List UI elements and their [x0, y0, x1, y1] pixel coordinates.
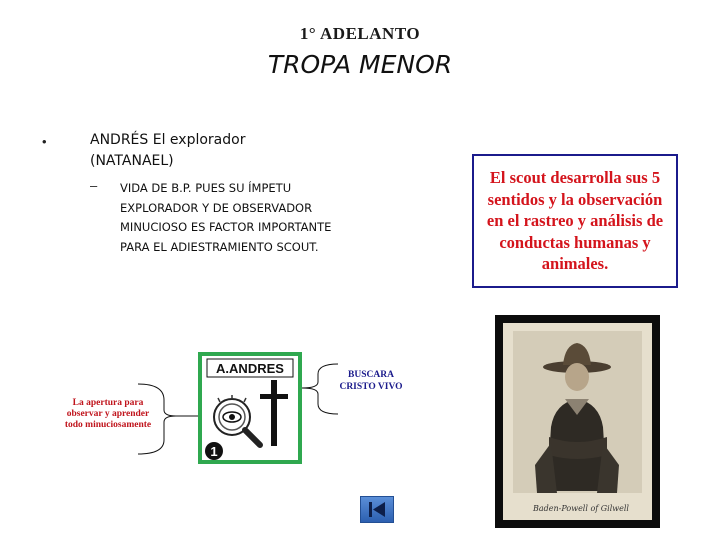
baden-powell-photo [495, 315, 660, 528]
callout-box [472, 154, 678, 288]
main-bullet-text: ANDRÉS El explorador (NATANAEL) [90, 132, 246, 169]
photo-signature: Baden-Powell of Gilwell [532, 504, 630, 513]
sub-bullet-text: VIDA DE B.P. PUES SU ÍMPETU EXPLORADOR Y DE OBSERVADOR MINUCIOSO ES FACTOR IMPORTANTE PARA EL ADIESTRAMIENTO SCOUT. [120, 181, 332, 254]
left-annotation: La apertura para observar y aprender todo minuciosamente [64, 398, 152, 430]
cross-icon [271, 380, 277, 446]
badge-andres [198, 352, 302, 464]
slide-heading: 1° ADELANTO [299, 24, 421, 43]
slide-subtitle: TROPA MENOR [267, 50, 453, 79]
right-annotation: BUSCARA CRISTO VIVO [339, 370, 403, 392]
cross-bar [260, 394, 288, 399]
bullet-marker: • [42, 134, 47, 149]
sub-bullet-marker: – [90, 178, 98, 193]
badge-number: 1 [210, 444, 218, 459]
callout-text: El scout desarrolla sus 5 sentidos y la observación en el rastreo y análisis de conductas humanas y animales. [486, 168, 664, 274]
skip-to-start-icon [361, 497, 393, 522]
badge-name: A.ANDRES [216, 361, 284, 376]
first-slide-button[interactable] [360, 496, 394, 523]
